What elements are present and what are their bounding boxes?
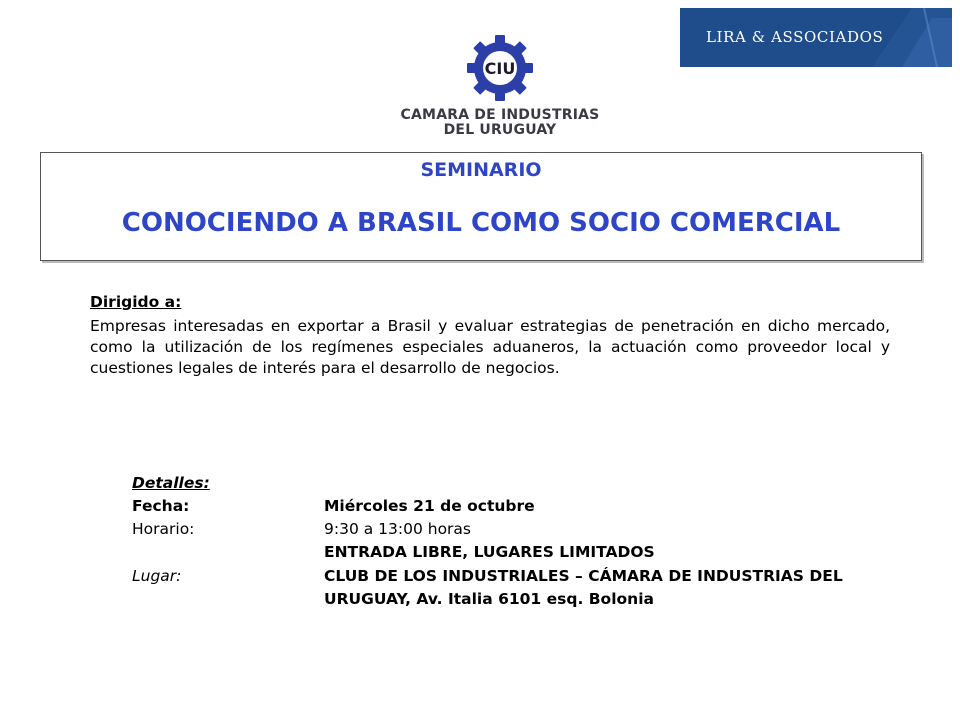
lugar-line1: CLUB DE LOS INDUSTRIALES – CÁMARA DE INDUSTRIAS DEL: [324, 567, 843, 585]
fecha-value: Miércoles 21 de octubre: [324, 497, 535, 515]
lugar-line2: URUGUAY, Av. Italia 6101 esq. Bolonia: [324, 590, 654, 608]
ciu-initials: CIU: [484, 59, 516, 78]
horario-value: 9:30 a 13:00 horas: [324, 520, 472, 538]
dirigido-text: Empresas interesadas en exportar a Brasil y evaluar estrategias de penetración en dicho mercado, como la utilización de los regímenes especiales aduaneros, la actuación como proveedor local y cuestiones legales de interés para el desarrollo de negocios.: [90, 317, 890, 377]
cam-name-line2: DEL URUGUAY: [443, 122, 557, 138]
fecha-label: Fecha:: [132, 497, 190, 515]
horario-label: Horario:: [132, 520, 195, 538]
ciu-gear-logo: [465, 33, 535, 103]
cam-name: [380, 108, 620, 138]
seminar-title: CONOCIENDO A BRASIL COMO SOCIO COMERCIAL: [121, 208, 841, 238]
cam-name-line1: CAMARA DE INDUSTRIAS: [400, 107, 600, 123]
seminar-label: SEMINARIO: [420, 159, 542, 181]
lira-logo-text: LIRA & ASSOCIADOS: [706, 28, 884, 46]
dirigido-label: Dirigido a:: [90, 293, 182, 311]
title-box: [40, 152, 922, 261]
lugar-label: Lugar:: [132, 567, 182, 585]
detalles-label: Detalles:: [132, 474, 210, 492]
lira-associados-logo: [680, 8, 952, 67]
entrada-note: ENTRADA LIBRE, LUGARES LIMITADOS: [324, 543, 655, 561]
